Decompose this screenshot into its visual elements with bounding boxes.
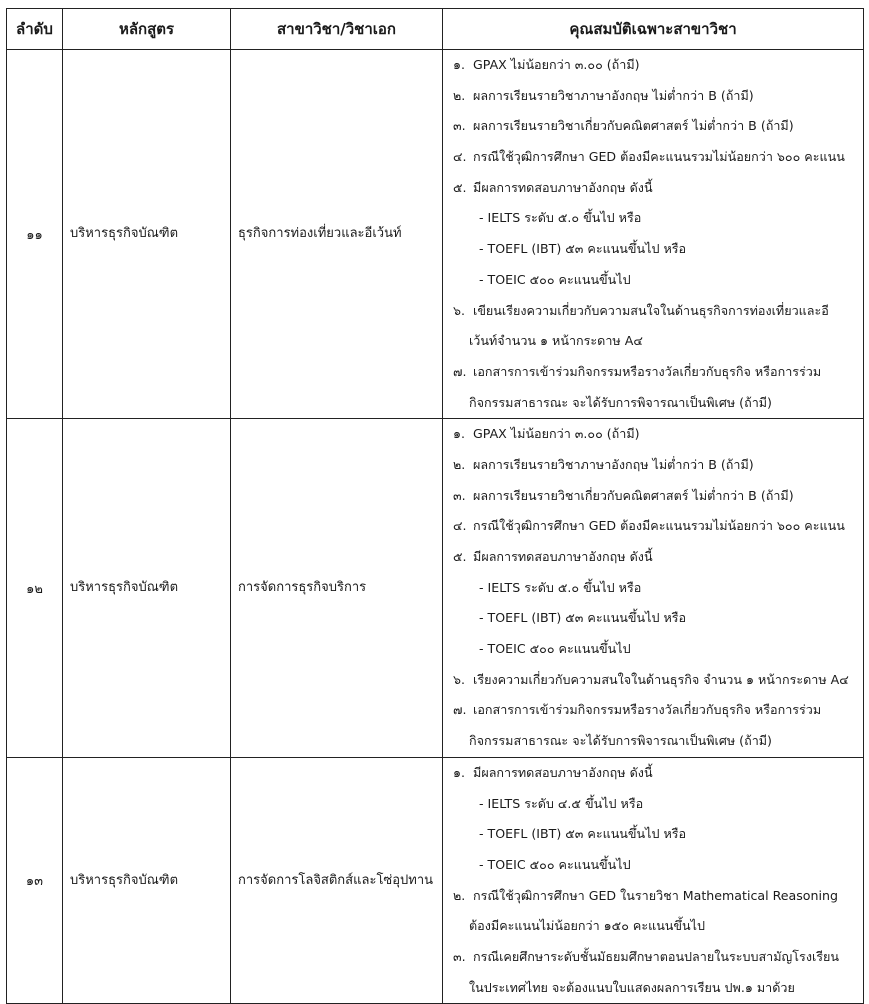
qualification-text: ในประเทศไทย จะต้องแนบใบแสดงผลการเรียน ปพ.๑ มาด้วย	[469, 979, 795, 995]
qualification-number: ๕.	[453, 549, 467, 564]
qualification-item	[453, 850, 859, 881]
header-program: หลักสูตร	[63, 9, 231, 50]
header-major: สาขาวิชา/วิชาเอก	[231, 9, 443, 50]
qualification-number: ๑.	[453, 764, 465, 780]
qualification-text: กิจกรรมสาธารณะ จะได้รับการพิจารณาเป็นพิเศษ (ถ้ามี)	[469, 394, 772, 410]
qualification-item	[453, 296, 859, 327]
qualification-number: ๓.	[453, 948, 466, 964]
qualification-item	[453, 603, 859, 634]
qualification-text: กรณีใช้วุฒิการศึกษา GED ต้องมีคะแนนรวมไม่น้อยกว่า ๖๐๐ คะแนน	[473, 518, 845, 534]
header-order: ลำดับ	[7, 9, 63, 50]
qualification-text: มีผลการทดสอบภาษาอังกฤษ ดังนี้	[473, 549, 653, 564]
qualification-number: ๓.	[453, 118, 466, 134]
qualification-number: ๑.	[453, 57, 465, 72]
qualification-number: ๒.	[453, 87, 466, 103]
table-row	[7, 419, 864, 758]
qualification-number: ๔.	[453, 149, 467, 165]
qualification-text: - TOEFL (IBT) ๕๓ คะแนนขึ้นไป หรือ	[479, 610, 687, 626]
qualification-item	[453, 789, 859, 820]
qualification-item	[453, 665, 859, 696]
qualification-number: ๑.	[453, 426, 465, 442]
qualification-text: ผลการเรียนรายวิชาภาษาอังกฤษ ไม่ต่ำกว่า B (ถ้ามี)	[473, 456, 754, 472]
qualification-text: มีผลการทดสอบภาษาอังกฤษ ดังนี้	[473, 179, 653, 195]
qualification-number: ๕.	[453, 179, 467, 195]
qualification-text: กรณีเคยศึกษาระดับชั้นมัธยมศึกษาตอนปลายในระบบสามัญโรงเรียน	[473, 948, 840, 964]
qualification-item	[453, 695, 859, 726]
qualification-item	[453, 265, 859, 296]
qualification-item	[453, 881, 859, 912]
qualification-number: ๒.	[453, 456, 466, 472]
qualification-number: ๗.	[453, 702, 467, 718]
qualification-text: กิจกรรมสาธารณะ จะได้รับการพิจารณาเป็นพิเศษ (ถ้ามี)	[469, 733, 772, 749]
qualification-item	[453, 450, 859, 481]
qualification-text: กรณีใช้วุฒิการศึกษา GED ต้องมีคะแนนรวมไม่น้อยกว่า ๖๐๐ คะแนน	[473, 149, 845, 165]
qualification-number: ๗.	[453, 363, 467, 379]
cell-order: ๑๑	[7, 50, 63, 419]
qualification-item	[453, 326, 859, 357]
qualification-text: เขียนเรียงความเกี่ยวกับความสนใจในด้านธุรกิจการท่องเที่ยวและอี	[473, 302, 829, 318]
qualification-item	[453, 81, 859, 112]
qualification-text: ผลการเรียนรายวิชาเกี่ยวกับคณิตศาสตร์ ไม่ต่ำกว่า B (ถ้ามี)	[473, 118, 794, 134]
qualification-text: กรณีใช้วุฒิการศึกษา GED ในรายวิชา Mathematical Reasoning	[473, 887, 838, 903]
cell-order: ๑๒	[7, 419, 63, 758]
qualification-text: เว้นท์จำนวน ๑ หน้ากระดาษ A๔	[469, 333, 643, 349]
qualification-item	[453, 634, 859, 665]
qualification-text: - IELTS ระดับ ๔.๕ ขึ้นไป หรือ	[479, 795, 644, 811]
qualification-item	[453, 573, 859, 604]
qualification-item	[453, 419, 859, 450]
qualification-text: ผลการเรียนรายวิชาภาษาอังกฤษ ไม่ต่ำกว่า B (ถ้ามี)	[473, 87, 754, 103]
cell-qualifications	[443, 419, 864, 758]
cell-major: ธุรกิจการท่องเที่ยวและอีเว้นท์	[231, 50, 443, 419]
qualification-item	[453, 203, 859, 234]
qualification-text: เรียงความเกี่ยวกับความสนใจในด้านธุรกิจ จำนวน ๑ หน้ากระดาษ A๔	[473, 671, 849, 687]
qualification-item	[453, 942, 859, 973]
qualification-text: GPAX ไม่น้อยกว่า ๓.๐๐ (ถ้ามี)	[473, 57, 640, 72]
qualification-number: ๖.	[453, 302, 465, 318]
qualification-item	[453, 388, 859, 419]
qualification-item	[453, 973, 859, 1004]
qualification-item	[453, 481, 859, 512]
qualification-item	[453, 50, 859, 81]
qualification-text: - TOEIC ๕๐๐ คะแนนขึ้นไป	[479, 271, 631, 287]
qualification-text: มีผลการทดสอบภาษาอังกฤษ ดังนี้	[473, 764, 653, 780]
qualification-text: - IELTS ระดับ ๕.๐ ขึ้นไป หรือ	[479, 210, 642, 226]
qualification-text: เอกสารการเข้าร่วมกิจกรรมหรือรางวัลเกี่ยวกับธุรกิจ หรือการร่วม	[473, 363, 822, 379]
qualification-text: ต้องมีคะแนนไม่น้อยกว่า ๑๕๐ คะแนนขึ้นไป	[469, 918, 705, 934]
qualification-number: ๔.	[453, 518, 467, 534]
cell-qualifications	[443, 757, 864, 1004]
qualification-text: - TOEFL (IBT) ๕๓ คะแนนขึ้นไป หรือ	[479, 241, 687, 257]
qualification-item	[453, 357, 859, 388]
qualification-text: GPAX ไม่น้อยกว่า ๓.๐๐ (ถ้ามี)	[473, 426, 640, 442]
qualification-number: ๓.	[453, 487, 466, 503]
qualification-item	[453, 911, 859, 942]
qualification-item	[453, 111, 859, 142]
qualification-text: เอกสารการเข้าร่วมกิจกรรมหรือรางวัลเกี่ยวกับธุรกิจ หรือการร่วม	[473, 702, 822, 718]
qualification-item	[453, 142, 859, 173]
table-header-row	[7, 9, 864, 50]
qualification-item	[453, 726, 859, 757]
qualification-item	[453, 758, 859, 789]
qualification-text: ผลการเรียนรายวิชาเกี่ยวกับคณิตศาสตร์ ไม่ต่ำกว่า B (ถ้ามี)	[473, 487, 794, 503]
table-row	[7, 50, 864, 419]
cell-program: บริหารธุรกิจบัณฑิต	[63, 419, 231, 758]
cell-program: บริหารธุรกิจบัณฑิต	[63, 757, 231, 1004]
cell-major: การจัดการธุรกิจบริการ	[231, 419, 443, 758]
qualification-text: - IELTS ระดับ ๕.๐ ขึ้นไป หรือ	[479, 579, 642, 595]
cell-program: บริหารธุรกิจบัณฑิต	[63, 50, 231, 419]
qualification-item	[453, 819, 859, 850]
qualification-text: - TOEIC ๕๐๐ คะแนนขึ้นไป	[479, 856, 631, 872]
qualification-text: - TOEFL (IBT) ๕๓ คะแนนขึ้นไป หรือ	[479, 826, 687, 842]
qualification-item	[453, 511, 859, 542]
qualification-text: - TOEIC ๕๐๐ คะแนนขึ้นไป	[479, 641, 631, 657]
qualification-number: ๒.	[453, 887, 466, 903]
header-qualifications: คุณสมบัติเฉพาะสาขาวิชา	[443, 9, 864, 50]
admission-requirements-table	[6, 8, 864, 1004]
cell-order: ๑๓	[7, 757, 63, 1004]
qualification-number: ๖.	[453, 671, 465, 687]
table-row	[7, 757, 864, 1004]
qualification-item	[453, 542, 859, 573]
qualification-item	[453, 234, 859, 265]
cell-major: การจัดการโลจิสติกส์และโซ่อุปทาน	[231, 757, 443, 1004]
cell-qualifications	[443, 50, 864, 419]
qualification-item	[453, 173, 859, 204]
